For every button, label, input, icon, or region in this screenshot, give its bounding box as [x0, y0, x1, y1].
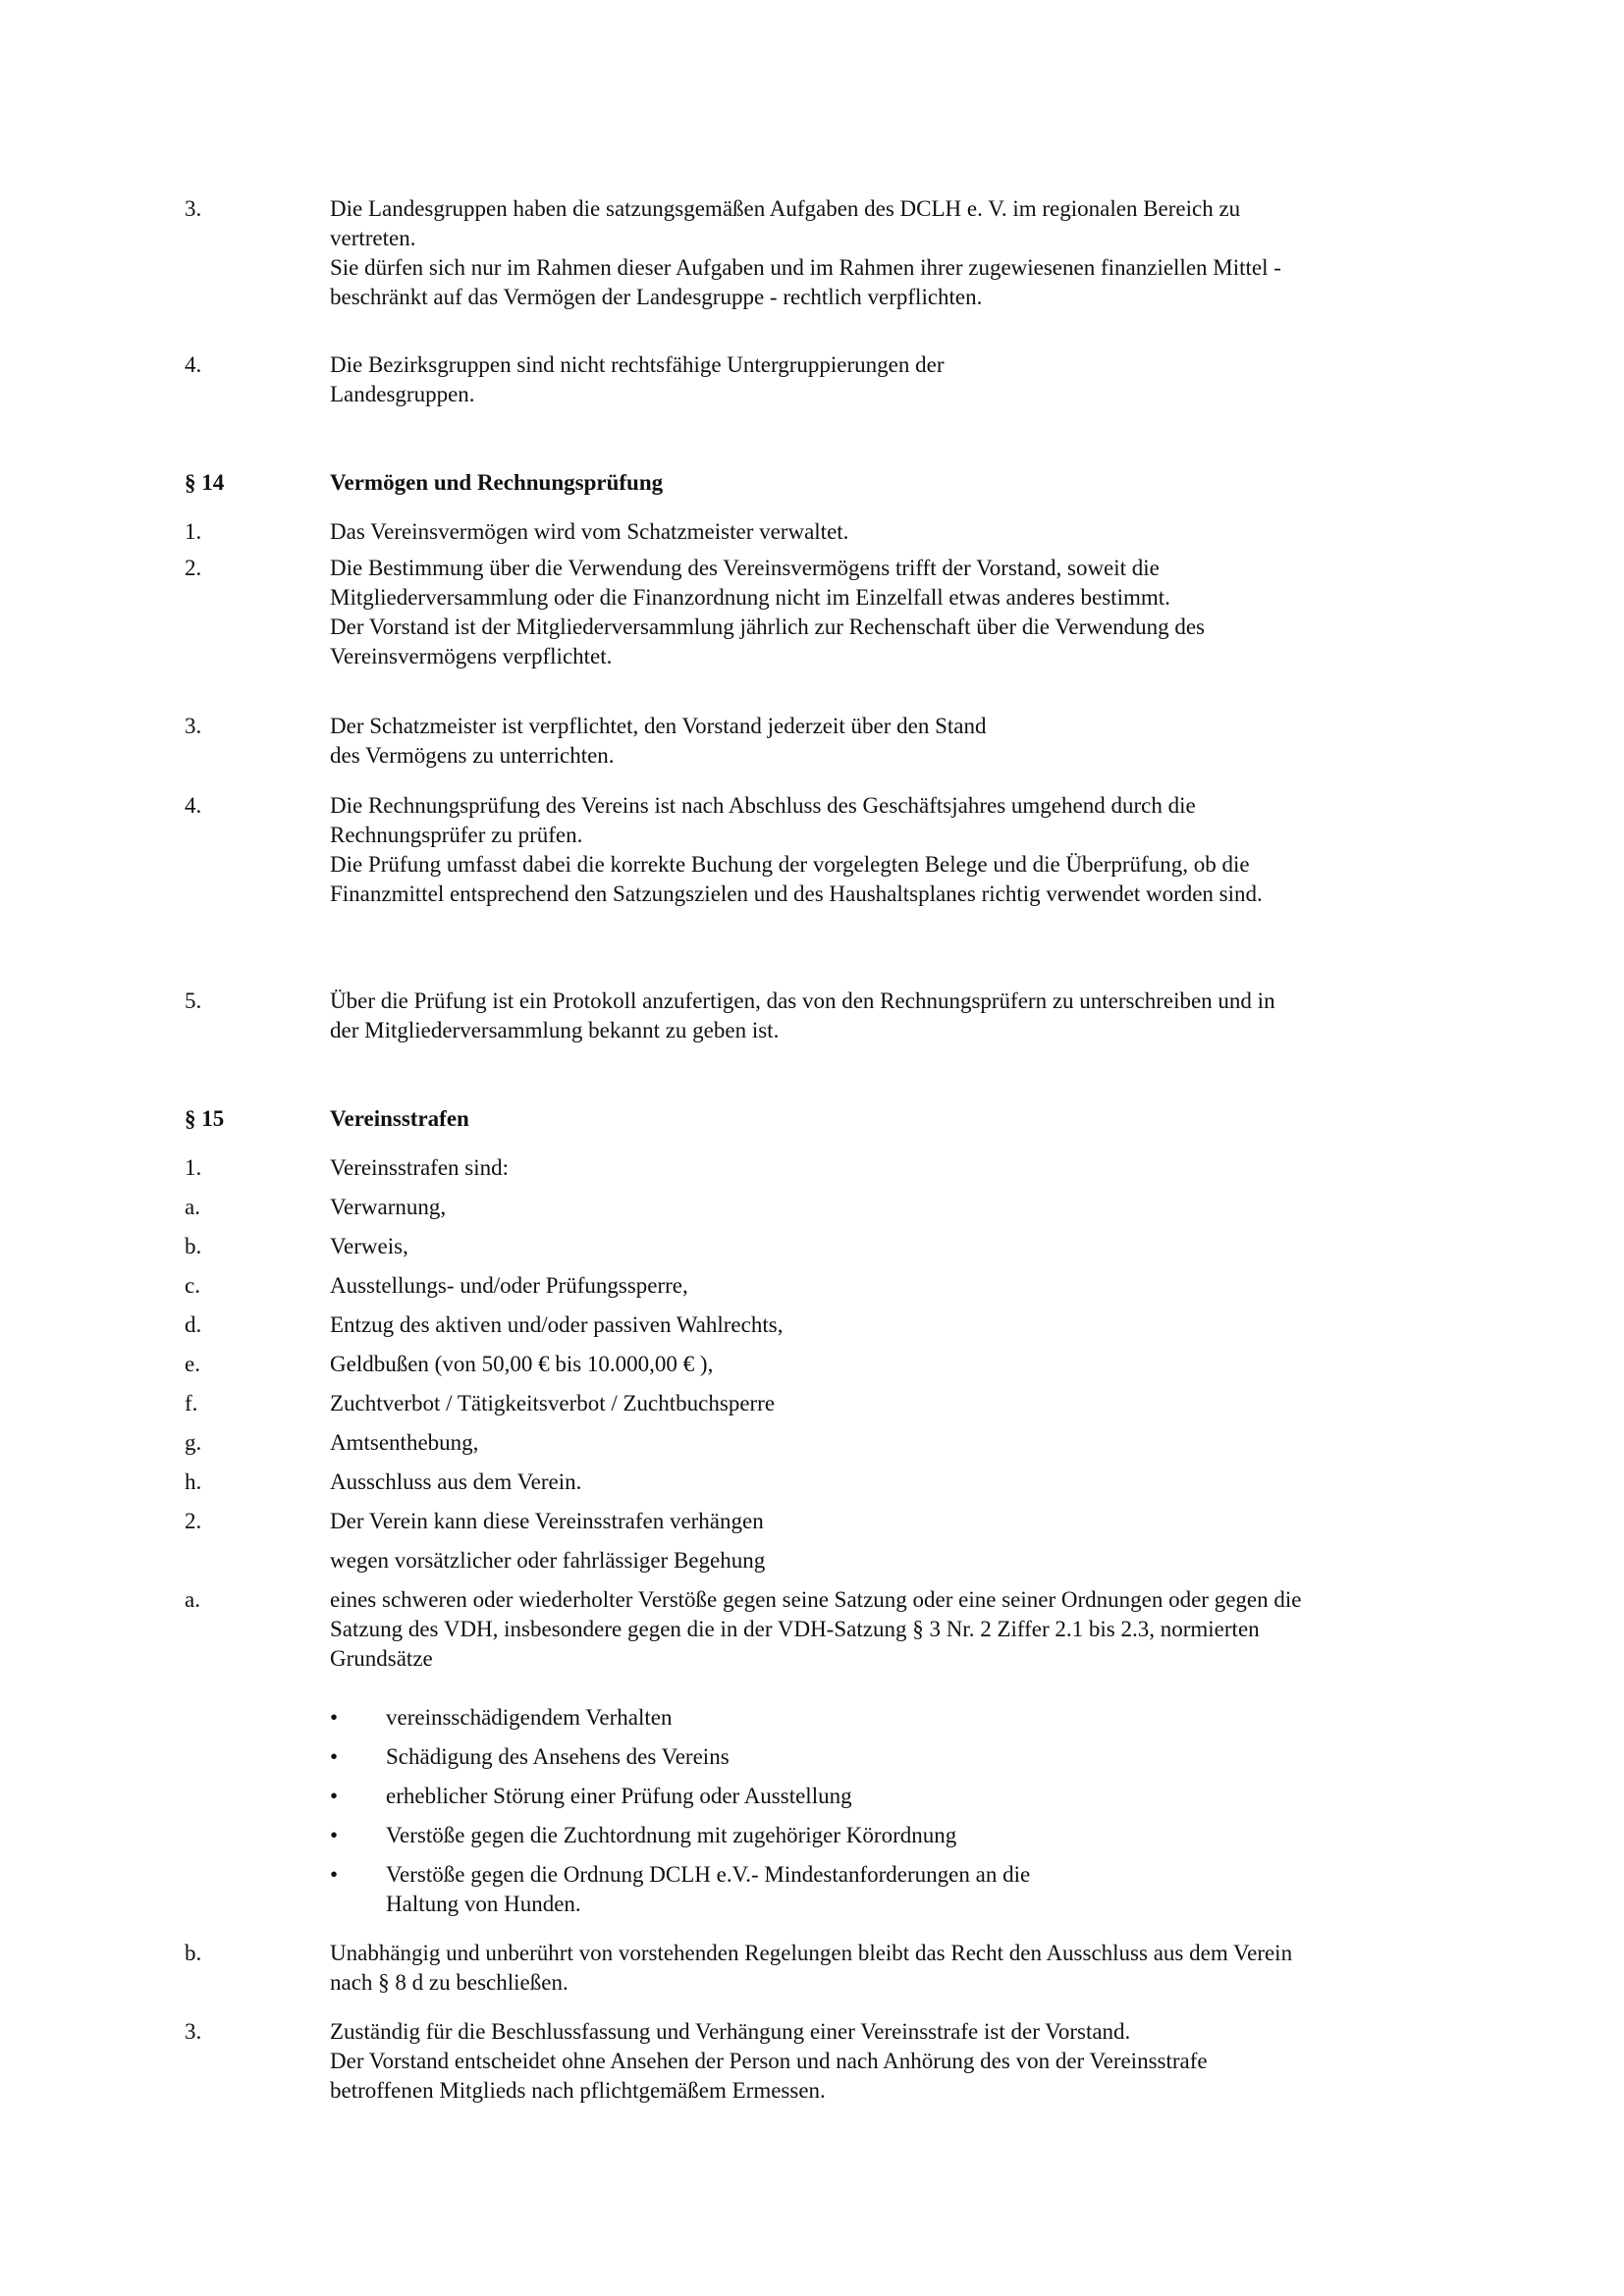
bullet-text [386, 1782, 1270, 1811]
text-line: nach § 8 d zu beschließen. [330, 1970, 568, 1995]
text-line: Über die Prüfung ist ein Protokoll anzufertigen, das von den Rechnungsprüfern zu unterschreiben und in [330, 988, 1275, 1013]
bullet-text [386, 1742, 1270, 1772]
section-title: Vereinsstrafen [330, 1106, 469, 1131]
text-line: Verstöße gegen die Zuchtordnung mit zugehöriger Körordnung [386, 1823, 957, 1847]
text-line: Die Prüfung umfasst dabei die korrekte Buchung der vorgelegten Belege und die Überprüfung, ob die [330, 852, 1250, 877]
bullet-glyph: • [330, 1784, 339, 1808]
item-letter: h. [185, 1469, 202, 1494]
item-text [330, 1468, 1587, 1497]
text-line: Vereinsvermögens verpflichtet. [330, 644, 613, 668]
bullet-glyph: • [330, 1744, 339, 1769]
item-text [330, 791, 1587, 909]
text-line: Grundsätze [330, 1646, 433, 1671]
text-line: Die Landesgruppen haben die satzungsgemäßen Aufgaben des DCLH e. V. im regionalen Bereich zu [330, 196, 1241, 221]
bullet-glyph: • [330, 1705, 339, 1730]
item-letter: b. [185, 1941, 202, 1965]
item-text [330, 1232, 1587, 1261]
text-line: Der Vorstand entscheidet ohne Ansehen der Person und nach Anhörung des von der Vereinsstrafe [330, 2049, 1208, 2073]
text-line: Entzug des aktiven und/oder passiven Wahlrechts, [330, 1312, 784, 1337]
text-line: Verweis, [330, 1234, 408, 1258]
section-title: Vermögen und Rechnungsprüfung [330, 470, 664, 495]
text-line: vertreten. [330, 226, 416, 250]
item-number: 3. [185, 714, 202, 738]
paragraph-text [330, 350, 1587, 409]
bullet-glyph: • [330, 1823, 339, 1847]
text-line: Zuständig für die Beschlussfassung und Verhängung einer Vereinsstrafe ist der Vorstand. [330, 2019, 1131, 2044]
text-line: Der Verein kann diese Vereinsstrafen verhängen [330, 1509, 764, 1533]
item-letter: e. [185, 1352, 200, 1376]
item-text [330, 1271, 1587, 1301]
item-number: 2. [185, 1509, 202, 1533]
text-line: Haltung von Hunden. [386, 1892, 581, 1916]
text-line: Landesgruppen. [330, 382, 475, 406]
text-line: Der Vorstand ist der Mitgliederversammlung jährlich zur Rechenschaft über die Verwendung des [330, 614, 1206, 639]
text-line: Ausschluss aus dem Verein. [330, 1469, 582, 1494]
text-line: Amtsenthebung, [330, 1430, 479, 1455]
item-text [330, 1153, 1587, 1183]
text-line: Geldbußen (von 50,00 € bis 10.000,00 € ), [330, 1352, 714, 1376]
text-line: Rechnungsprüfer zu prüfen. [330, 823, 583, 847]
text-line: Unabhängig und unberührt von vorstehenden Regelungen bleibt das Recht den Ausschluss aus dem Verein [330, 1941, 1293, 1965]
text-line: Die Bestimmung über die Verwendung des Vereinsvermögens trifft der Vorstand, soweit die [330, 556, 1160, 580]
text-line: Sie dürfen sich nur im Rahmen dieser Aufgaben und im Rahmen ihrer zugewiesenen finanziellen Mittel - [330, 255, 1281, 280]
item-text [330, 1310, 1587, 1340]
paragraph-number: 4. [185, 352, 202, 377]
item-text [330, 1350, 1587, 1379]
item-text [330, 712, 1587, 771]
bullet-glyph: • [330, 1862, 339, 1887]
item-text [330, 554, 1587, 671]
text-line: des Vermögens zu unterrichten. [330, 743, 615, 768]
section-number: § 14 [185, 470, 225, 495]
item-text [330, 517, 1587, 547]
item-text [330, 1193, 1587, 1222]
text-line: beschränkt auf das Vermögen der Landesgruppe - rechtlich verpflichten. [330, 285, 983, 309]
item-letter: b. [185, 1234, 202, 1258]
text-line: erheblicher Störung einer Prüfung oder Ausstellung [386, 1784, 852, 1808]
text-line: Verwarnung, [330, 1195, 447, 1219]
text-line: Vereinsstrafen sind: [330, 1155, 510, 1180]
item-text [330, 987, 1587, 1045]
item-text [330, 1585, 1587, 1674]
text-line: Ausstellungs- und/oder Prüfungssperre, [330, 1273, 688, 1298]
item-text [330, 1428, 1587, 1458]
text-line: Mitgliederversammlung oder die Finanzordnung nicht im Einzelfall etwas anderes bestimmt. [330, 585, 1170, 610]
item-text [330, 1507, 1587, 1536]
item-letter: a. [185, 1587, 200, 1612]
text-line: der Mitgliederversammlung bekannt zu geben ist. [330, 1018, 780, 1042]
item-number: 1. [185, 1155, 202, 1180]
item-text [330, 1546, 1587, 1575]
text-line: betroffenen Mitglieds nach pflichtgemäßem Ermessen. [330, 2078, 826, 2103]
text-line: Die Rechnungsprüfung des Vereins ist nach Abschluss des Geschäftsjahres umgehend durch die [330, 793, 1196, 818]
text-line: Schädigung des Ansehens des Vereins [386, 1744, 730, 1769]
item-number: 1. [185, 519, 202, 544]
text-line: Das Vereinsvermögen wird vom Schatzmeister verwaltet. [330, 519, 849, 544]
text-line: Der Schatzmeister ist verpflichtet, den Vorstand jederzeit über den Stand [330, 714, 987, 738]
text-line: vereinsschädigendem Verhalten [386, 1705, 673, 1730]
item-text [330, 2017, 1587, 2106]
item-number: 2. [185, 556, 202, 580]
item-number: 3. [185, 2019, 202, 2044]
bullet-text [386, 1703, 1270, 1733]
text-line: eines schweren oder wiederholter Verstöße gegen seine Satzung oder eine seiner Ordnungen oder gegen die [330, 1587, 1302, 1612]
item-letter: d. [185, 1312, 202, 1337]
paragraph-text [330, 194, 1587, 312]
section-number: § 15 [185, 1106, 225, 1131]
bullet-text [386, 1821, 1270, 1850]
text-line: Die Bezirksgruppen sind nicht rechtsfähige Untergruppierungen der [330, 352, 945, 377]
item-letter: f. [185, 1391, 198, 1415]
text-line: Verstöße gegen die Ordnung DCLH e.V.- Mindestanforderungen an die [386, 1862, 1031, 1887]
text-line: Finanzmittel entsprechend den Satzungszielen und des Haushaltsplanes richtig verwendet worden sind. [330, 881, 1263, 906]
text-line: Zuchtverbot / Tätigkeitsverbot / Zuchtbuchsperre [330, 1391, 776, 1415]
item-letter: c. [185, 1273, 200, 1298]
item-number: 4. [185, 793, 202, 818]
bullet-text [386, 1860, 1270, 1919]
item-letter: g. [185, 1430, 202, 1455]
paragraph-number: 3. [185, 196, 202, 221]
item-text [330, 1939, 1587, 1998]
text-line: wegen vorsätzlicher oder fahrlässiger Begehung [330, 1548, 766, 1573]
text-line: Satzung des VDH, insbesondere gegen die in der VDH-Satzung § 3 Nr. 2 Ziffer 2.1 bis 2.3, normierten [330, 1617, 1260, 1641]
item-text [330, 1389, 1587, 1418]
item-letter: a. [185, 1195, 200, 1219]
item-number: 5. [185, 988, 202, 1013]
